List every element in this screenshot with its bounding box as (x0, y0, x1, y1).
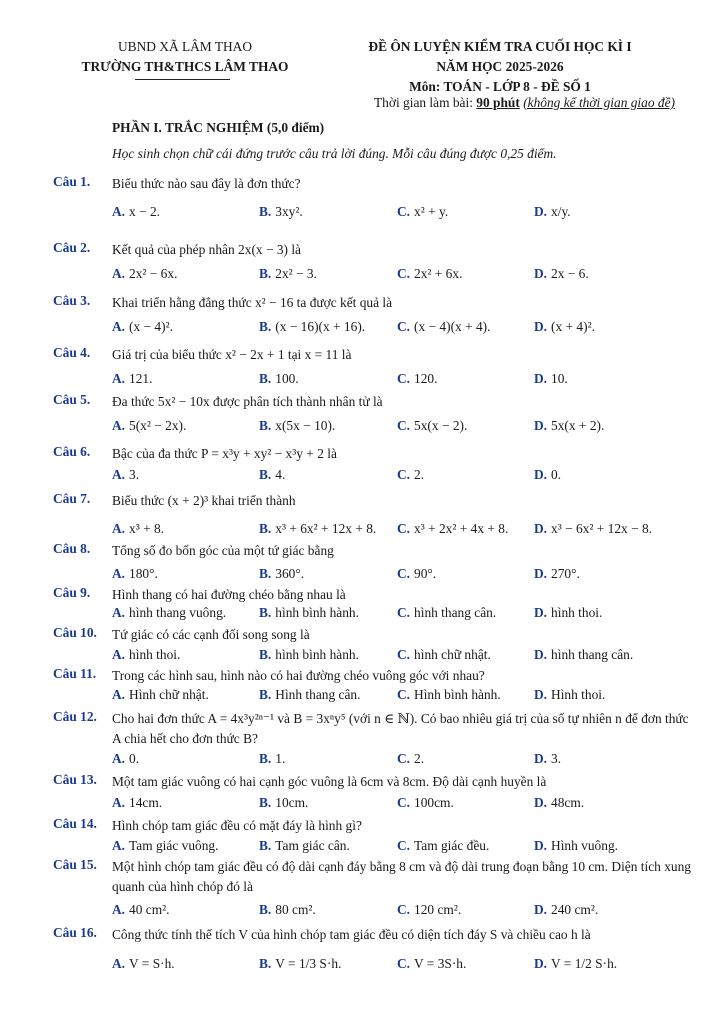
option-text: 10cm. (275, 795, 309, 810)
option-label: A. (112, 521, 126, 536)
question-12 (53, 709, 693, 749)
option-text: 360°. (275, 566, 305, 581)
option-text: x³ + 2x² + 4x + 8. (414, 521, 509, 536)
option-label: D. (534, 605, 548, 620)
option-label: B. (259, 319, 272, 334)
time-value: 90 phút (476, 95, 520, 110)
option-label: C. (397, 204, 411, 219)
option-c[interactable] (397, 838, 489, 854)
option-label: A. (112, 467, 126, 482)
option-a[interactable] (112, 687, 209, 703)
question-number: Câu 12. (53, 709, 97, 724)
option-b[interactable] (259, 687, 360, 703)
option-label: A. (112, 204, 126, 219)
question-text: Kết quả của phép nhân 2x(x − 3) là (112, 242, 302, 257)
option-a[interactable] (112, 266, 177, 282)
option-text: 121. (129, 371, 153, 386)
option-c[interactable] (397, 521, 508, 537)
question-4 (53, 345, 693, 365)
option-label: A. (112, 319, 126, 334)
option-b[interactable] (259, 371, 299, 387)
option-a[interactable] (112, 521, 164, 537)
option-label: A. (112, 371, 126, 386)
option-c[interactable] (397, 795, 454, 811)
option-text: 120 cm². (414, 902, 462, 917)
option-b[interactable] (259, 566, 304, 582)
question-3 (53, 293, 693, 313)
option-text: 180°. (129, 566, 158, 581)
option-text: 2. (414, 467, 425, 482)
option-text: x − 2. (129, 204, 161, 219)
option-a[interactable] (112, 467, 139, 483)
option-c[interactable] (397, 566, 436, 582)
option-label: B. (259, 838, 272, 853)
options-row (112, 605, 712, 625)
option-d[interactable] (534, 902, 598, 918)
option-text: Tam giác đều. (414, 838, 490, 853)
option-text: Hình thang cân. (275, 687, 361, 702)
option-text: 3. (129, 467, 140, 482)
question-14 (53, 816, 693, 836)
question-text: Giá trị của biểu thức x² − 2x + 1 tại x = 11 là (112, 347, 352, 362)
question-number: Câu 4. (53, 345, 91, 360)
option-text: 100. (275, 371, 299, 386)
options-row (112, 838, 712, 858)
option-b[interactable] (259, 795, 308, 811)
option-text: 3. (551, 751, 562, 766)
option-d[interactable] (534, 795, 584, 811)
option-label: D. (534, 266, 548, 281)
option-c[interactable] (397, 647, 491, 663)
option-text: x² + y. (414, 204, 449, 219)
option-text: (x + 4)². (551, 319, 595, 334)
option-label: D. (534, 647, 548, 662)
option-text: hình thoi. (551, 605, 603, 620)
option-label: B. (259, 566, 272, 581)
option-text: 1. (275, 751, 286, 766)
option-a[interactable] (112, 371, 152, 387)
option-d[interactable] (534, 751, 561, 767)
option-label: C. (397, 521, 411, 536)
options-row (112, 795, 712, 815)
options-row (112, 418, 712, 438)
option-label: A. (112, 751, 126, 766)
question-7 (53, 491, 693, 511)
school-year: NĂM HỌC 2025-2026 (436, 59, 564, 74)
option-label: A. (112, 647, 126, 662)
question-number: Câu 13. (53, 772, 97, 787)
time-note: (không kể thời gian giao đề) (523, 95, 675, 110)
option-label: C. (397, 566, 411, 581)
question-10 (53, 625, 693, 645)
question-text: Tổng số đo bốn góc của một tứ giác bằng (112, 543, 334, 558)
option-c[interactable] (397, 266, 462, 282)
option-c[interactable] (397, 418, 467, 434)
options-row (112, 751, 712, 771)
option-label: B. (259, 266, 272, 281)
option-label: A. (112, 266, 126, 281)
option-label: C. (397, 319, 411, 334)
option-label: A. (112, 605, 126, 620)
option-label: B. (259, 521, 272, 536)
option-label: D. (534, 687, 548, 702)
option-label: C. (397, 647, 411, 662)
question-number: Câu 8. (53, 541, 91, 556)
option-d[interactable] (534, 647, 633, 663)
option-text: 2x² − 6x. (129, 266, 178, 281)
option-b[interactable] (259, 204, 303, 220)
option-text: 0. (129, 751, 140, 766)
option-text: hình thang vuông. (129, 605, 227, 620)
option-text: 2x² − 3. (275, 266, 317, 281)
option-label: A. (112, 418, 126, 433)
option-text: Tam giác cân. (275, 838, 350, 853)
option-label: D. (534, 204, 548, 219)
option-label: D. (534, 795, 548, 810)
option-b[interactable] (259, 605, 359, 621)
question-1 (53, 174, 693, 194)
question-number: Câu 10. (53, 625, 97, 640)
option-c[interactable] (397, 467, 424, 483)
option-label: C. (397, 956, 411, 971)
option-text: x(5x − 10). (275, 418, 336, 433)
question-13 (53, 772, 693, 792)
question-9 (53, 585, 693, 605)
option-text: Hình thoi. (551, 687, 606, 702)
option-text: Tam giác vuông. (129, 838, 219, 853)
option-label: D. (534, 956, 548, 971)
question-16 (53, 925, 693, 945)
option-text: (x − 16)(x + 16). (275, 319, 366, 334)
option-label: C. (397, 795, 411, 810)
subject-line: Môn: TOÁN - LỚP 8 - ĐỀ SỐ 1 (409, 79, 591, 94)
option-text: x³ + 6x² + 12x + 8. (275, 521, 377, 536)
options-row (112, 902, 712, 922)
option-b[interactable] (259, 647, 359, 663)
option-b[interactable] (259, 751, 285, 767)
option-label: B. (259, 647, 272, 662)
option-text: 10. (551, 371, 568, 386)
question-text: Cho hai đơn thức A = 4x³y²ⁿ⁻¹ và B = 3xⁿy⁵ (với n ∈ ℕ). Có bao nhiêu giá trị của số tự nhiên n để đơn thức A chia hết cho đơn thức B? (112, 711, 689, 746)
question-2 (53, 240, 693, 260)
exam-header (330, 37, 675, 110)
option-a[interactable] (112, 751, 139, 767)
option-label: C. (397, 418, 411, 433)
option-b[interactable] (259, 956, 341, 972)
option-label: B. (259, 751, 272, 766)
option-text: (x − 4)². (129, 319, 173, 334)
option-label: C. (397, 838, 411, 853)
option-text: 5(x² − 2x). (129, 418, 187, 433)
question-text: Một tam giác vuông có hai cạnh góc vuông là 6cm và 8cm. Độ dài cạnh huyền là (112, 774, 547, 789)
options-row (112, 319, 712, 339)
option-text: 48cm. (551, 795, 585, 810)
question-text: Trong các hình sau, hình nào có hai đường chéo vuông góc với nhau? (112, 668, 485, 683)
option-text: hình thang cân. (551, 647, 634, 662)
option-a[interactable] (112, 902, 170, 918)
option-text: 2x² + 6x. (414, 266, 463, 281)
option-text: V = 1/2 S·h. (551, 956, 618, 971)
exam-title: ĐỀ ÔN LUYỆN KIỂM TRA CUỐI HỌC KÌ I (368, 39, 632, 54)
option-d[interactable] (534, 204, 571, 220)
question-8 (53, 541, 693, 561)
school-header (60, 37, 310, 77)
option-label: B. (259, 956, 272, 971)
option-b[interactable] (259, 838, 350, 854)
option-text: Hình chữ nhật. (129, 687, 209, 702)
option-d[interactable] (534, 838, 618, 854)
option-text: hình thoi. (129, 647, 181, 662)
question-15 (53, 857, 693, 897)
question-number: Câu 11. (53, 666, 97, 681)
option-label: C. (397, 751, 411, 766)
option-text: Hình vuông. (551, 838, 618, 853)
option-label: D. (534, 521, 548, 536)
option-label: D. (534, 566, 548, 581)
option-label: C. (397, 687, 411, 702)
option-text: V = 3S·h. (414, 956, 467, 971)
question-number: Câu 1. (53, 174, 91, 189)
option-a[interactable] (112, 647, 180, 663)
option-label: B. (259, 902, 272, 917)
option-label: D. (534, 319, 548, 334)
question-number: Câu 16. (53, 925, 97, 940)
option-text: 40 cm². (129, 902, 170, 917)
options-row (112, 204, 712, 224)
option-text: 5x(x − 2). (414, 418, 468, 433)
option-d[interactable] (534, 467, 561, 483)
option-text: 240 cm². (551, 902, 599, 917)
option-b[interactable] (259, 418, 335, 434)
question-text: Công thức tính thể tích V của hình chóp tam giác đều có diện tích đáy S và chiều cao h là (112, 927, 591, 942)
option-a[interactable] (112, 795, 162, 811)
option-label: D. (534, 418, 548, 433)
question-text: Biểu thức (x + 2)³ khai triển thành (112, 493, 296, 508)
option-text: 90°. (414, 566, 437, 581)
question-11 (53, 666, 693, 686)
option-a[interactable] (112, 956, 175, 972)
option-text: 120. (414, 371, 438, 386)
option-b[interactable] (259, 266, 317, 282)
option-c[interactable] (397, 751, 424, 767)
option-text: 14cm. (129, 795, 163, 810)
question-number: Câu 9. (53, 585, 91, 600)
option-label: A. (112, 902, 126, 917)
options-row (112, 467, 712, 487)
question-text: Đa thức 5x² − 10x được phân tích thành nhân tử là (112, 394, 383, 409)
option-label: D. (534, 751, 548, 766)
option-d[interactable] (534, 605, 602, 621)
option-d[interactable] (534, 521, 652, 537)
option-c[interactable] (397, 319, 491, 335)
option-label: D. (534, 838, 548, 853)
option-label: D. (534, 902, 548, 917)
option-label: B. (259, 687, 272, 702)
option-text: Hình bình hành. (414, 687, 501, 702)
option-text: hình chữ nhật. (414, 647, 491, 662)
school-name: TRƯỜNG TH&THCS LÂM THAO (81, 59, 289, 74)
option-a[interactable] (112, 838, 218, 854)
question-number: Câu 3. (53, 293, 91, 308)
option-text: 0. (551, 467, 562, 482)
option-c[interactable] (397, 956, 466, 972)
option-d[interactable] (534, 956, 617, 972)
header-underline (135, 79, 230, 80)
option-text: V = 1/3 S·h. (275, 956, 342, 971)
option-label: C. (397, 902, 411, 917)
option-text: 5x(x + 2). (551, 418, 605, 433)
option-b[interactable] (259, 521, 376, 537)
question-6 (53, 444, 693, 464)
options-row (112, 266, 712, 286)
option-d[interactable] (534, 566, 580, 582)
question-text: Hình thang có hai đường chéo bằng nhau là (112, 587, 346, 602)
question-number: Câu 7. (53, 491, 91, 506)
option-label: C. (397, 371, 411, 386)
option-b[interactable] (259, 467, 285, 483)
option-d[interactable] (534, 266, 589, 282)
option-text: x³ − 6x² + 12x − 8. (551, 521, 653, 536)
option-text: 3xy². (275, 204, 303, 219)
option-label: B. (259, 467, 272, 482)
options-row (112, 956, 712, 976)
option-c[interactable] (397, 371, 437, 387)
options-row (112, 371, 712, 391)
option-label: A. (112, 838, 126, 853)
question-number: Câu 14. (53, 816, 97, 831)
options-row (112, 521, 712, 541)
instruction: Học sinh chọn chữ cái đứng trước câu trả lời đúng. Mỗi câu đúng được 0,25 điểm. (112, 146, 557, 161)
option-label: B. (259, 605, 272, 620)
option-c[interactable] (397, 687, 501, 703)
option-label: D. (534, 467, 548, 482)
option-a[interactable] (112, 605, 226, 621)
option-c[interactable] (397, 204, 448, 220)
option-text: 80 cm². (275, 902, 316, 917)
option-text: hình thang cân. (414, 605, 497, 620)
question-number: Câu 15. (53, 857, 97, 872)
question-text: Hình chóp tam giác đều có mặt đáy là hình gì? (112, 818, 362, 833)
option-label: A. (112, 566, 126, 581)
option-b[interactable] (259, 902, 316, 918)
question-number: Câu 6. (53, 444, 91, 459)
time-prefix: Thời gian làm bài: (374, 95, 477, 110)
option-a[interactable] (112, 566, 158, 582)
option-text: hình bình hành. (275, 647, 359, 662)
option-text: 100cm. (414, 795, 454, 810)
time-line (325, 93, 675, 113)
option-text: x³ + 8. (129, 521, 165, 536)
option-d[interactable] (534, 418, 604, 434)
option-label: B. (259, 204, 272, 219)
option-label: C. (397, 266, 411, 281)
option-text: x/y. (551, 204, 571, 219)
option-a[interactable] (112, 418, 186, 434)
question-5 (53, 392, 693, 412)
option-d[interactable] (534, 371, 568, 387)
part-title: PHẦN I. TRẮC NGHIỆM (5,0 điểm) (112, 120, 325, 135)
option-text: hình bình hành. (275, 605, 359, 620)
option-text: 4. (275, 467, 286, 482)
question-number: Câu 5. (53, 392, 91, 407)
commune-name: UBND XÃ LÂM THAO (117, 39, 253, 54)
option-a[interactable] (112, 204, 160, 220)
option-label: C. (397, 467, 411, 482)
option-text: 2. (414, 751, 425, 766)
options-row (112, 566, 712, 586)
option-d[interactable] (534, 319, 595, 335)
question-text: Tứ giác có các cạnh đối song song là (112, 627, 310, 642)
option-label: A. (112, 956, 126, 971)
question-number: Câu 2. (53, 240, 91, 255)
option-c[interactable] (397, 605, 496, 621)
option-label: B. (259, 418, 272, 433)
option-text: 2x − 6. (551, 266, 589, 281)
option-c[interactable] (397, 902, 461, 918)
option-text: 270°. (551, 566, 580, 581)
option-label: B. (259, 371, 272, 386)
options-row (112, 687, 712, 707)
option-text: (x − 4)(x + 4). (414, 319, 491, 334)
question-text: Bậc của đa thức P = x³y + xy² − x³y + 2 là (112, 446, 337, 461)
option-label: D. (534, 371, 548, 386)
option-label: C. (397, 605, 411, 620)
option-label: A. (112, 687, 126, 702)
option-label: B. (259, 795, 272, 810)
option-d[interactable] (534, 687, 605, 703)
option-a[interactable] (112, 319, 173, 335)
question-text: Khai triển hằng đẳng thức x² − 16 ta được kết quả là (112, 295, 393, 310)
option-text: V = S·h. (129, 956, 175, 971)
question-text: Một hình chóp tam giác đều có độ dài cạnh đáy bằng 8 cm và độ dài trung đoạn bằng 10 cm. Diện tích xung quanh của hình chóp đó là (112, 859, 692, 894)
option-b[interactable] (259, 319, 365, 335)
question-text: Biểu thức nào sau đây là đơn thức? (112, 176, 301, 191)
options-row (112, 647, 712, 667)
option-label: A. (112, 795, 126, 810)
